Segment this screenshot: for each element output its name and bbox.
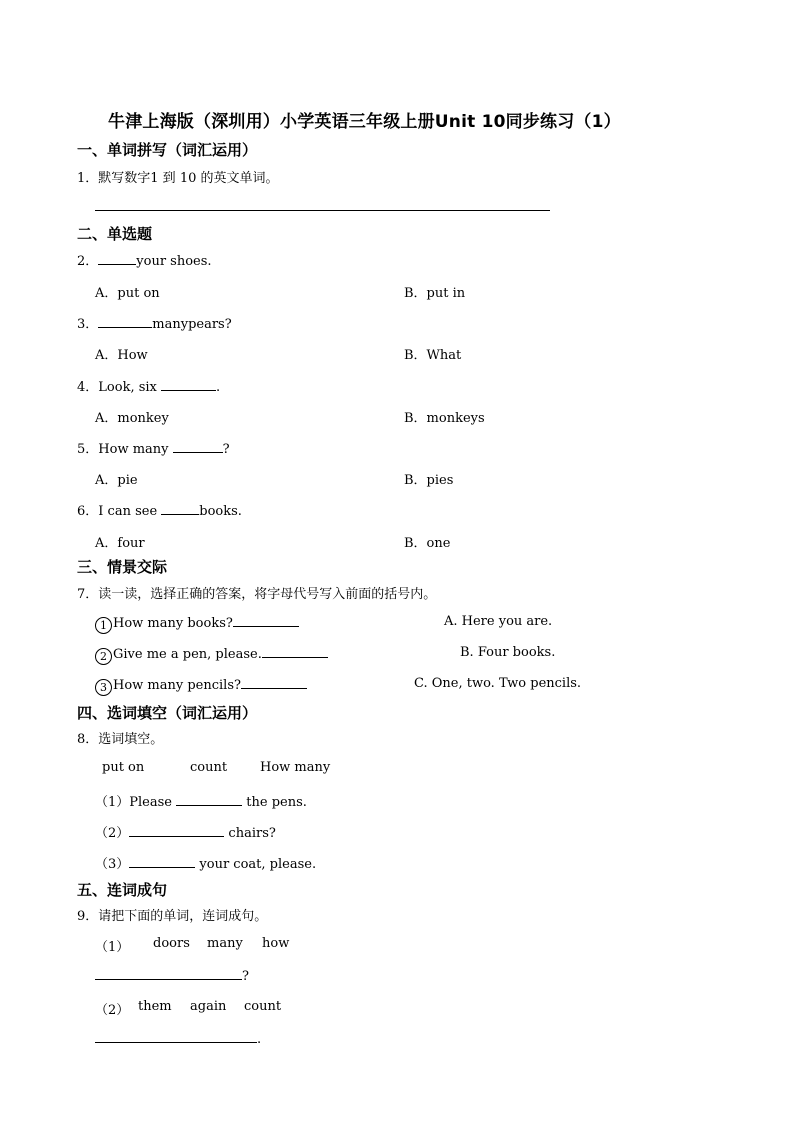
item-label: （2） bbox=[95, 826, 130, 841]
question-number: 8． bbox=[77, 732, 99, 747]
answer-blank[interactable] bbox=[98, 252, 136, 265]
word-bank-item: put on bbox=[102, 760, 145, 775]
question-1 bbox=[77, 167, 279, 186]
question-2 bbox=[77, 250, 212, 269]
question-4 bbox=[77, 376, 220, 395]
question-text: Look, six bbox=[98, 380, 162, 395]
question-7 bbox=[77, 583, 436, 602]
question-number: 6． bbox=[77, 504, 99, 519]
sentence-answer-1 bbox=[95, 967, 249, 984]
dialogue-text: Give me a pen, please. bbox=[113, 647, 262, 662]
scrambled-word: how bbox=[262, 936, 290, 951]
question-text-end: books. bbox=[199, 504, 242, 519]
option-a[interactable]: A．monkey bbox=[95, 411, 169, 426]
question-number: 4． bbox=[77, 380, 99, 395]
option-b[interactable]: B．monkeys bbox=[404, 411, 485, 426]
answer-blank[interactable] bbox=[262, 645, 328, 658]
answer-blank[interactable] bbox=[129, 824, 224, 837]
question-text: manypears? bbox=[152, 317, 232, 332]
item-label: （1） bbox=[95, 940, 130, 955]
circled-number: 1 bbox=[95, 617, 112, 634]
answer-blank[interactable] bbox=[241, 676, 307, 689]
scrambled-word: again bbox=[190, 999, 227, 1014]
answer-blank[interactable] bbox=[95, 1030, 257, 1043]
answer-choice-c: C. One, two. Two pencils. bbox=[414, 676, 582, 691]
item-text-end: chairs? bbox=[224, 826, 276, 841]
question-text: 默写数字1 到 10 的英文单词。 bbox=[98, 171, 279, 186]
answer-blank[interactable] bbox=[176, 793, 242, 806]
fill-item-1 bbox=[95, 791, 307, 810]
section-heading-4: 四、选词填空（词汇运用） bbox=[77, 704, 258, 722]
question-text: I can see bbox=[98, 504, 162, 519]
answer-blank[interactable] bbox=[173, 440, 223, 453]
answer-blank[interactable] bbox=[161, 502, 199, 515]
question-number: 7． bbox=[77, 587, 99, 602]
question-text: How many bbox=[98, 442, 173, 457]
answer-choice-a: A. Here you are. bbox=[444, 614, 553, 629]
scrambled-word: doors bbox=[153, 936, 190, 951]
question-5 bbox=[77, 438, 230, 457]
answer-line-1[interactable] bbox=[95, 210, 550, 211]
option-a[interactable]: A．pie bbox=[95, 473, 138, 488]
item-text-end: your coat, please. bbox=[195, 857, 317, 872]
option-b[interactable]: B．one bbox=[404, 536, 451, 551]
item-text: Please bbox=[129, 795, 177, 810]
answer-blank[interactable] bbox=[161, 378, 216, 391]
answer-blank[interactable] bbox=[129, 855, 195, 868]
dialogue-row-1 bbox=[95, 614, 299, 634]
answer-blank[interactable] bbox=[233, 614, 299, 627]
question-6 bbox=[77, 500, 242, 519]
dialogue-text: How many pencils? bbox=[113, 678, 241, 693]
scrambled-word: them bbox=[138, 999, 172, 1014]
sentence-answer-2 bbox=[95, 1030, 261, 1047]
option-a[interactable]: A．four bbox=[95, 536, 145, 551]
option-b[interactable]: B．What bbox=[404, 348, 462, 363]
question-number: 2． bbox=[77, 254, 99, 269]
fill-item-3 bbox=[95, 853, 316, 872]
question-text: your shoes. bbox=[136, 254, 212, 269]
section-heading-1: 一、单词拼写（词汇运用） bbox=[77, 141, 258, 159]
question-3 bbox=[77, 313, 232, 332]
page-title: 牛津上海版（深圳用）小学英语三年级上册Unit 10同步练习（1） bbox=[108, 112, 621, 132]
dialogue-row-3 bbox=[95, 676, 307, 696]
section-heading-3: 三、情景交际 bbox=[77, 558, 168, 576]
scrambled-word: many bbox=[207, 936, 243, 951]
item-label: （2） bbox=[95, 1003, 130, 1018]
option-a[interactable]: A．How bbox=[95, 348, 148, 363]
option-a[interactable]: A．put on bbox=[95, 286, 160, 301]
scrambled-word: count bbox=[244, 999, 282, 1014]
question-number: 9． bbox=[77, 909, 99, 924]
option-b[interactable]: B．pies bbox=[404, 473, 454, 488]
word-bank-item: count bbox=[190, 760, 228, 775]
question-number: 5． bbox=[77, 442, 99, 457]
answer-choice-b: B. Four books. bbox=[460, 645, 556, 660]
fill-item-2 bbox=[95, 822, 276, 841]
question-text: 选词填空。 bbox=[98, 732, 164, 747]
question-text-end: ? bbox=[222, 442, 230, 457]
question-text: 读一读，选择正确的答案，将字母代号写入前面的括号内。 bbox=[98, 587, 437, 602]
sentence-end-mark: ? bbox=[242, 969, 249, 984]
item-text-end: the pens. bbox=[242, 795, 307, 810]
section-heading-2: 二、单选题 bbox=[77, 225, 153, 243]
question-text: 请把下面的单词，连词成句。 bbox=[98, 909, 268, 924]
sentence-end-mark: . bbox=[257, 1032, 262, 1047]
item-label: （1） bbox=[95, 795, 130, 810]
question-number: 3． bbox=[77, 317, 99, 332]
word-bank-item: How many bbox=[260, 760, 331, 775]
circled-number: 2 bbox=[95, 648, 112, 665]
dialogue-text: How many books? bbox=[113, 616, 233, 631]
item-label: （3） bbox=[95, 857, 130, 872]
option-b[interactable]: B．put in bbox=[404, 286, 466, 301]
question-text-end: . bbox=[216, 380, 221, 395]
circled-number: 3 bbox=[95, 679, 112, 696]
question-8 bbox=[77, 728, 163, 747]
answer-blank[interactable] bbox=[95, 967, 242, 980]
question-9 bbox=[77, 905, 267, 924]
question-number: 1． bbox=[77, 171, 99, 186]
section-heading-5: 五、连词成句 bbox=[77, 881, 168, 899]
dialogue-row-2 bbox=[95, 645, 328, 665]
answer-blank[interactable] bbox=[98, 315, 152, 328]
